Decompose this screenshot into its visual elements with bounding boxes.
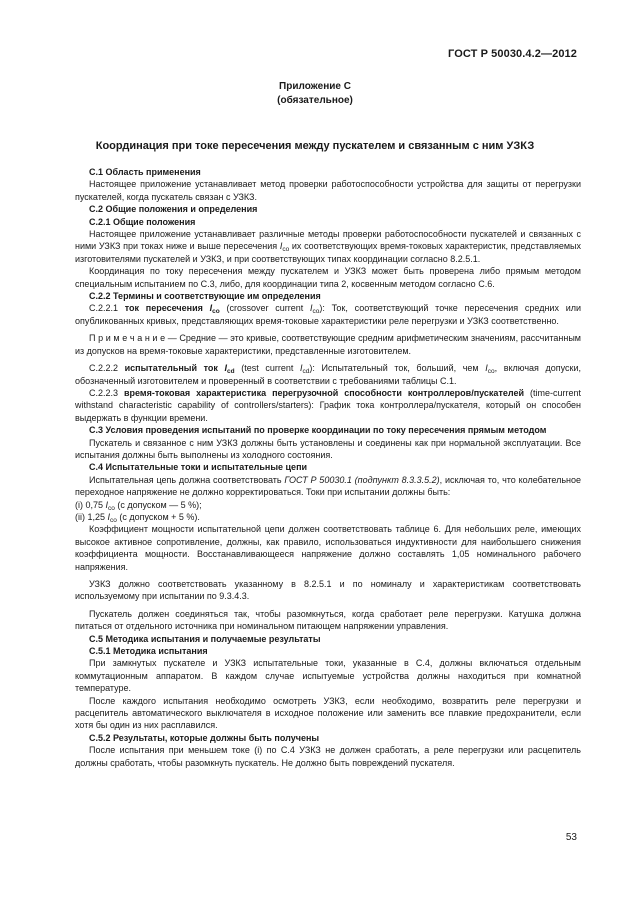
section-c4-paragraph-4: Пускатель должен соединяться так, чтобы разомкнуться, когда сработает реле перегрузки. Катушка должна питаться от отдельного источника при номинальном питающем напряжении управления.	[75, 608, 581, 632]
test-current-item-2: (ii) 1,25 $I_{co}$ (с допуском + 5 %).	[75, 511, 200, 524]
section-c21-heading: С.2.1 Общие положения	[89, 216, 196, 227]
definition-note: П р и м е ч а н и е — Средние — это кривые, соответствующие средним арифметическим значениям, рассчитанным из допусков на время-токовые характеристики, представленные изготовителем.	[75, 333, 581, 356]
definition-test-current: С.2.2.2 испытательный ток $I_{cd}$ (test current $I_{cd}$): Испытательный ток, больший, чем $I_{co}$, включая допуски, обозначенный изготовителем и проверенный в соответствии с требованиями таблицы С.1.	[75, 363, 581, 386]
section-c52-heading: С.5.2 Результаты, которые должны быть получены	[89, 732, 320, 743]
section-c21-paragraph-2: Координация по току пересечения между пускателем и УЗКЗ может быть проверена либо прямым методом специальным испытанием по С.3, либо, для координации типа 2, косвенным методом согласно С.6.	[75, 266, 581, 289]
document-title: Координация при токе пересечения между пускателем и связанным с ним УЗКЗ	[95, 140, 535, 152]
section-c22-heading: С.2.2 Термины и соответствующие им определения	[89, 291, 321, 302]
section-c21-paragraph-1: Настоящее приложение устанавливает различные методы проверки работоспособности пускателей и связанных с ними УЗКЗ при токах ниже и выше пересечения $I_{co}$ их соответствующих время-токовых характеристик, представляемых изготовителями пускателей и УЗКЗ, и при соответствующих типах координации согласно 8.2.5.1.	[75, 229, 581, 264]
section-c3-text: Пускатель и связанное с ним УЗКЗ должны быть установлены и соединены как при нормальной эксплуатации. Все испытания должны быть выполнены из холодного состояния.	[75, 437, 581, 460]
test-current-item-1: (i) 0,75 $I_{co}$ (с допуском — 5 %);	[75, 499, 202, 512]
section-c4-paragraph-1: Испытательная цепь должна соответствовать ГОСТ Р 50030.1 (подпункт 8.3.3.5.2), исключая то, что колебательное переходное напряжение не должно корректироваться. Токи при испытании должны быть:	[75, 474, 582, 498]
page-number: 53	[565, 832, 577, 843]
annex-status: (обязательное)	[277, 95, 353, 106]
section-c1-text: Настоящее приложение устанавливает метод проверки работоспособности устройства для защиты от перегрузки пускателей, когда пускатель связан с УЗКЗ.	[75, 179, 581, 202]
section-c4-heading: С.4 Испытательные токи и испытательные цепи	[89, 462, 308, 473]
section-c51-paragraph-2: После каждого испытания необходимо осмотреть УЗКЗ, если необходимо, возвратить реле перегрузки и расцепитель автоматического выключателя в исходное положение или заменить все плавкие предохранители, если хотя бы один из них расплавился.	[75, 695, 581, 731]
section-c1-heading: С.1 Область применения	[89, 167, 201, 177]
annex-heading	[0, 80, 630, 108]
document-body	[75, 166, 581, 769]
definition-crossover-current: С.2.2.1 ток пересечения $I_{co}$ (crossover current $I_{co}$): Ток, соответствующий точке пересечения средних или опубликованных кривых, представляющих время-токовые характеристики реле перегрузки и УЗКЗ соответственно.	[75, 303, 581, 326]
section-c4-paragraph-2: Коэффициент мощности испытательной цепи должен соответствовать таблице 6. Для небольших реле, имеющих высокое активное сопротивление, должны, как правило, использоваться индуктивности для наибольшего снижения коэффициента мощности. Восстанавливающееся напряжение должно составлять 1,05 номинального рабочего напряжения.	[75, 524, 581, 572]
section-c52-paragraph-1: После испытания при меньшем токе (i) по С.4 УЗКЗ не должен сработать, а реле перегрузки или расцепитель должны сработать, чтобы разомкнуть пускатель. Не должно быть повреждений пускателя.	[75, 745, 581, 768]
section-c2-heading: С.2 Общие положения и определения	[89, 204, 258, 215]
annex-title: Приложение С	[279, 81, 351, 92]
definition-withstand-characteristic: С.2.2.3 время-токовая характеристика перегрузочной способности контроллеров/пускателей (time-current withstand characteristic capability of controllers/starters): График тока контроллера/пускателя, который он способен выдержать в функции времени.	[75, 387, 581, 423]
standard-header: ГОСТ Р 50030.4.2—2012	[448, 48, 577, 60]
section-c3-heading: С.3 Условия проведения испытаний по проверке координации по току пересечения прямым методом	[89, 425, 547, 436]
section-c51-paragraph-1: При замкнутых пускателе и УЗКЗ испытательные токи, указанные в С.4, должны включаться отдельным коммутационным аппаратом. В каждом случае испытуемые устройства должны находиться при комнатной температуре.	[75, 658, 581, 694]
section-c5-heading: С.5 Методика испытания и получаемые результаты	[89, 633, 321, 644]
section-c51-heading: С.5.1 Методика испытания	[89, 646, 208, 657]
section-c4-paragraph-3: УЗКЗ должно соответствовать указанному в 8.2.5.1 и по номиналу и характеристикам соответствовать используемому при испытании по 9.3.4.3.	[75, 579, 581, 602]
